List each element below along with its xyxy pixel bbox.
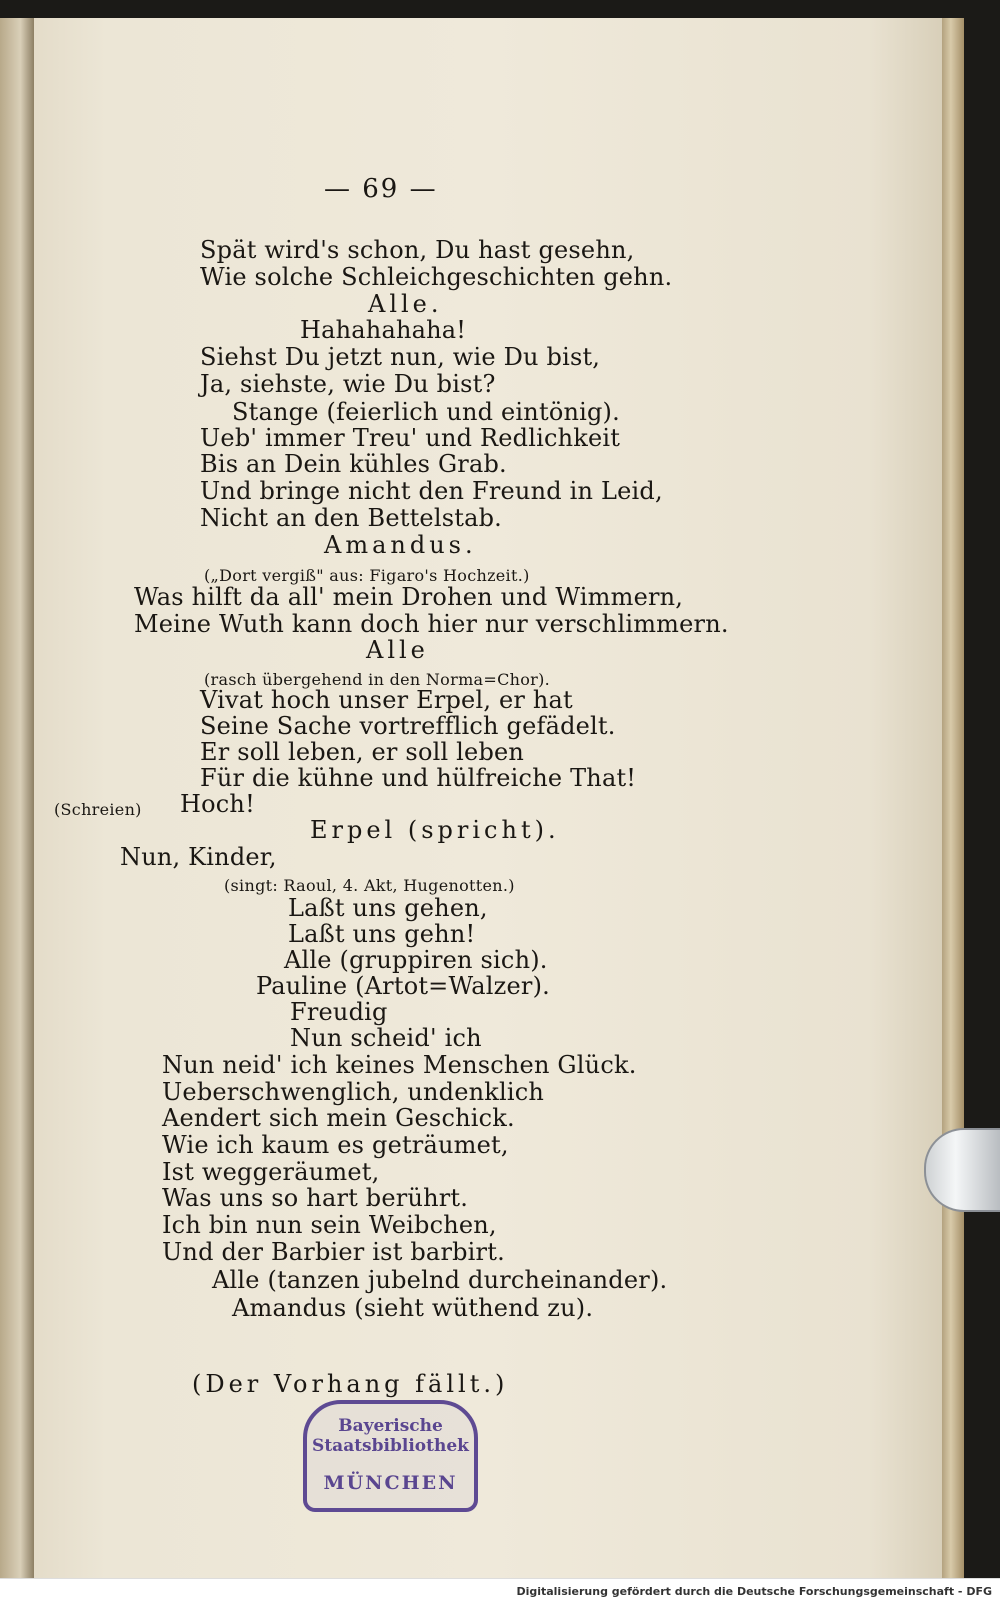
speaker-name: Alle <box>366 636 429 664</box>
text-line: Nun neid' ich keines Menschen Glück. <box>162 1051 637 1079</box>
text-line: Bis an Dein kühles Grab. <box>200 450 507 478</box>
stamp-line: Bayerische <box>338 1416 443 1436</box>
text-line: Ueberschwenglich, undenklich <box>162 1078 545 1106</box>
text-line: Freudig <box>290 998 388 1026</box>
speaker-name: Alle. <box>368 290 443 318</box>
facing-page-edge <box>0 18 34 1578</box>
stage-direction: Alle (tanzen jubelnd durcheinander). <box>212 1266 668 1294</box>
speaker-name: Amandus. <box>324 531 477 559</box>
speaker-name: Erpel (spricht). <box>310 816 560 844</box>
stage-direction: („Dort vergiß" aus: Figaro's Hochzeit.) <box>204 566 530 585</box>
text-line: Laßt uns gehen, <box>288 894 488 922</box>
stage-direction: (singt: Raoul, 4. Akt, Hugenotten.) <box>224 876 515 895</box>
stage-direction: (rasch übergehend in den Norma=Chor). <box>204 670 551 689</box>
text-line: Spät wird's schon, Du hast gesehn, <box>200 236 635 264</box>
speaker-name: Pauline (Artot=Walzer). <box>256 972 550 1000</box>
text-line: Aendert sich mein Geschick. <box>162 1104 515 1132</box>
footer-credit: Digitalisierung gefördert durch die Deutsche Forschungsgemeinschaft - DFG <box>516 1585 992 1598</box>
text-line: Laßt uns gehn! <box>288 920 476 948</box>
text-line: Ist weggeräumet, <box>162 1158 380 1186</box>
stage-direction: Amandus (sieht wüthend zu). <box>232 1294 594 1322</box>
library-stamp <box>303 1400 478 1512</box>
text-line: Vivat hoch unser Erpel, er hat <box>200 686 573 714</box>
text-line: Was hilft da all' mein Drohen und Wimmern, <box>134 583 684 611</box>
text-line: Und der Barbier ist barbirt. <box>162 1238 505 1266</box>
text-line: Wie solche Schleichgeschichten gehn. <box>200 263 673 291</box>
text-line: Er soll leben, er soll leben <box>200 738 525 766</box>
book-page <box>34 18 942 1578</box>
stage-direction: (Schreien) <box>54 800 142 819</box>
page-clip-tab <box>924 1128 1000 1212</box>
speaker-name: Alle (gruppiren sich). <box>284 946 548 974</box>
page-stack-edge <box>942 18 964 1578</box>
text-line: Hahahahaha! <box>300 316 467 344</box>
page-text <box>34 18 942 1578</box>
text-line: Für die kühne und hülfreiche That! <box>200 764 637 792</box>
text-line: Ich bin nun sein Weibchen, <box>162 1211 497 1239</box>
footer-bar <box>0 1578 1000 1607</box>
page-number: — 69 — <box>324 174 438 204</box>
text-line: Ueb' immer Treu' und Redlichkeit <box>200 424 621 452</box>
text-line: Nun scheid' ich <box>290 1024 482 1052</box>
text-line: Nun, Kinder, <box>120 843 277 871</box>
text-line: Was uns so hart berührt. <box>162 1184 469 1212</box>
text-line: Wie ich kaum es geträumet, <box>162 1131 509 1159</box>
curtain-direction: (Der Vorhang fällt.) <box>192 1370 509 1398</box>
text-line: Hoch! <box>180 790 255 818</box>
text-line: Und bringe nicht den Freund in Leid, <box>200 477 663 505</box>
text-line: Nicht an den Bettelstab. <box>200 504 502 532</box>
stamp-line: Staatsbibliothek <box>312 1436 469 1456</box>
text-line: Seine Sache vortrefflich gefädelt. <box>200 712 616 740</box>
text-line: Meine Wuth kann doch hier nur verschlimmern. <box>134 610 729 638</box>
stage-direction: Stange (feierlich und eintönig). <box>232 398 620 426</box>
text-line: Ja, siehste, wie Du bist? <box>200 370 496 398</box>
stamp-line: MÜNCHEN <box>323 1472 458 1494</box>
text-line: Siehst Du jetzt nun, wie Du bist, <box>200 343 601 371</box>
